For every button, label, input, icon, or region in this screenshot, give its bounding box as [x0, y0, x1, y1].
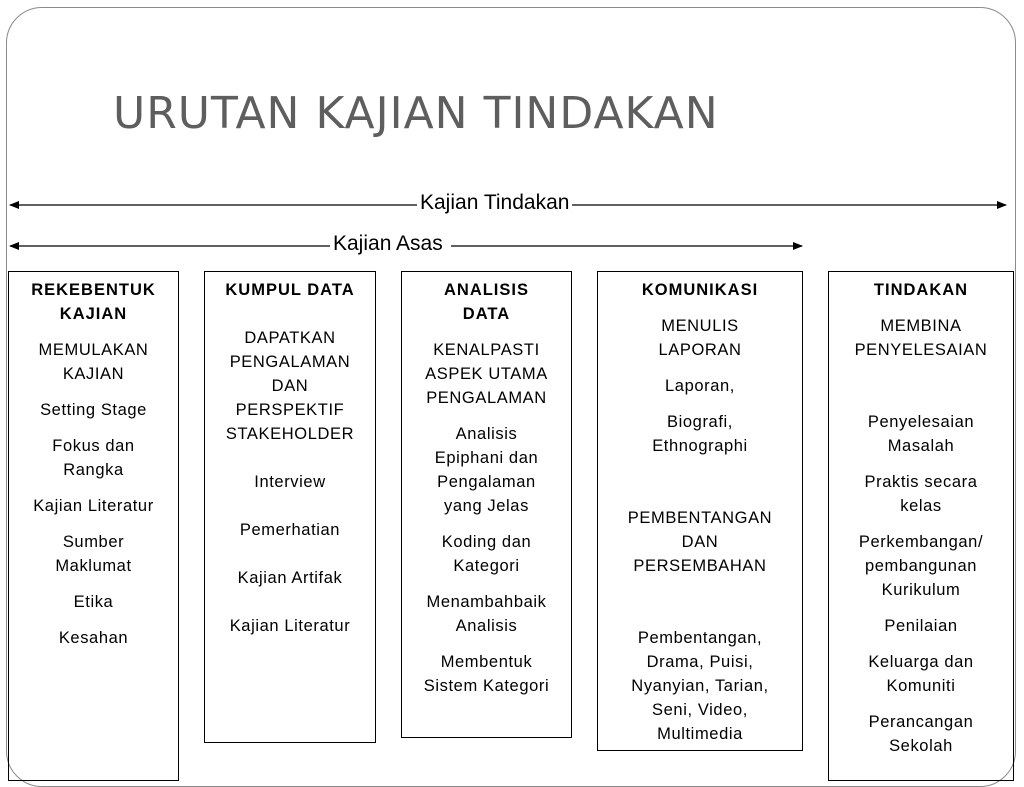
- item-line: Sumber: [62, 533, 125, 551]
- item-laporan: [598, 374, 802, 398]
- item-line: Kesahan: [58, 629, 129, 647]
- column-rekebentuk-kajian: [8, 271, 179, 781]
- item-line: Multimedia: [657, 725, 743, 743]
- item-line: Interview: [254, 473, 326, 491]
- item-penilaian: [829, 614, 1013, 638]
- item-line: Praktis secara: [864, 473, 978, 491]
- item-line: Kategori: [453, 557, 520, 575]
- item-line: MENULIS: [661, 317, 739, 335]
- item-membentuk-sistem-kategori: [402, 650, 571, 698]
- item-line: yang Jelas: [444, 497, 529, 515]
- column-header: [598, 278, 802, 302]
- item-praktis-secara-kelas: [829, 470, 1013, 518]
- item-line: Perancangan: [868, 713, 974, 731]
- item-line: Laporan,: [665, 377, 735, 395]
- item-line: KENALPASTI: [433, 341, 540, 359]
- item-setting-stage: [9, 398, 178, 422]
- item-line: Pemerhatian: [239, 521, 341, 539]
- item-koding-dan-kategori: [402, 530, 571, 578]
- item-line: Sekolah: [889, 737, 953, 755]
- item-line: Fokus dan: [52, 437, 135, 455]
- column-komunikasi: [597, 271, 803, 751]
- item-line: kelas: [900, 497, 942, 515]
- item-line: Ethnographi: [652, 437, 748, 455]
- item-line: Pembentangan,: [637, 629, 763, 647]
- item-line: PERSEMBAHAN: [633, 557, 767, 575]
- item-kajian-literatur: [205, 614, 375, 638]
- item-dapatkan-pengalaman: [205, 326, 375, 446]
- item-line: MEMBINA: [880, 317, 962, 335]
- item-kajian-literatur: [9, 494, 178, 518]
- item-line: PEMBENTANGAN: [627, 509, 773, 527]
- item-line: Komuniti: [886, 677, 956, 695]
- item-line: Setting Stage: [40, 401, 147, 419]
- item-line: Pengalaman: [437, 473, 536, 491]
- item-line: Masalah: [887, 437, 955, 455]
- item-kesahan: [9, 626, 178, 650]
- item-line: Biografi,: [667, 413, 733, 431]
- header-line: TINDAKAN: [873, 281, 969, 299]
- header-line: DATA: [462, 305, 511, 323]
- item-line: pembangunan: [864, 557, 978, 575]
- item-line: DAPATKAN: [244, 329, 336, 347]
- item-line: Epiphani dan: [434, 449, 539, 467]
- item-line: Nyanyian, Tarian,: [631, 677, 769, 695]
- column-header: [9, 278, 178, 326]
- item-line: LAPORAN: [658, 341, 742, 359]
- item-line: PENGALAMAN: [229, 353, 351, 371]
- page-title: URUTAN KAJIAN TINDAKAN: [113, 88, 719, 139]
- item-line: Penilaian: [884, 617, 958, 635]
- item-line: Penyelesaian: [867, 413, 975, 431]
- item-line: KAJIAN: [62, 365, 125, 383]
- column-tindakan: [828, 271, 1014, 781]
- item-line: Keluarga dan: [868, 653, 974, 671]
- item-keluarga-dan-komuniti: [829, 650, 1013, 698]
- item-line: Analisis: [455, 425, 518, 443]
- item-line: Perkembangan/: [858, 533, 984, 551]
- item-penyelesaian-masalah: [829, 410, 1013, 458]
- item-menambahbaik-analisis: [402, 590, 571, 638]
- item-line: PERSPEKTIF: [235, 401, 345, 419]
- item-analisis-epiphani: [402, 422, 571, 518]
- item-line: Kurikulum: [881, 581, 961, 599]
- item-fokus-dan-rangka: [9, 434, 178, 482]
- item-line: Membentuk: [440, 653, 533, 671]
- header-line: REKEBENTUK: [31, 281, 156, 299]
- item-memulakan-kajian: [9, 338, 178, 386]
- item-line: ASPEK UTAMA: [425, 365, 548, 383]
- item-line: DAN: [681, 533, 719, 551]
- item-kajian-artifak: [205, 566, 375, 590]
- item-line: Kajian Literatur: [33, 497, 154, 515]
- kajian-tindakan-label: Kajian Tindakan: [417, 191, 572, 215]
- item-line: Koding dan: [441, 533, 532, 551]
- item-sumber-maklumat: [9, 530, 178, 578]
- column-header: [402, 278, 571, 326]
- item-line: Kajian Literatur: [229, 617, 351, 635]
- item-line: Etika: [73, 593, 114, 611]
- item-kenalpasti-aspek: [402, 338, 571, 410]
- item-line: Sistem Kategori: [423, 677, 550, 695]
- item-interview: [205, 470, 375, 494]
- item-menulis-laporan: [598, 314, 802, 362]
- item-line: DAN: [271, 377, 309, 395]
- header-line: ANALISIS: [443, 281, 529, 299]
- item-line: Seni, Video,: [652, 701, 748, 719]
- header-line: KOMUNIKASI: [641, 281, 759, 299]
- item-pemerhatian: [205, 518, 375, 542]
- item-line: Maklumat: [55, 557, 132, 575]
- item-etika: [9, 590, 178, 614]
- item-line: MEMULAKAN: [38, 341, 149, 359]
- item-membina-penyelesaian: [829, 314, 1013, 362]
- item-line: STAKEHOLDER: [225, 425, 355, 443]
- column-kumpul-data: [204, 271, 376, 743]
- item-line: PENGALAMAN: [426, 389, 547, 407]
- item-line: Kajian Artifak: [237, 569, 343, 587]
- item-pembentangan-drama: [598, 626, 802, 746]
- item-line: Rangka: [63, 461, 124, 479]
- item-perkembangan-kurikulum: [829, 530, 1013, 602]
- kajian-asas-label: Kajian Asas: [330, 232, 451, 256]
- item-perancangan-sekolah: [829, 710, 1013, 758]
- column-header: [205, 278, 375, 302]
- item-biografi-ethnographi: [598, 410, 802, 458]
- column-analisis-data: [401, 271, 572, 738]
- item-line: PENYELESAIAN: [854, 341, 988, 359]
- item-pembentangan-persembahan: [598, 506, 802, 578]
- item-line: Analisis: [455, 617, 518, 635]
- item-line: Menambahbaik: [426, 593, 547, 611]
- header-line: KAJIAN: [59, 305, 128, 323]
- item-line: Drama, Puisi,: [646, 653, 754, 671]
- header-line: KUMPUL DATA: [225, 281, 355, 299]
- column-header: [829, 278, 1013, 302]
